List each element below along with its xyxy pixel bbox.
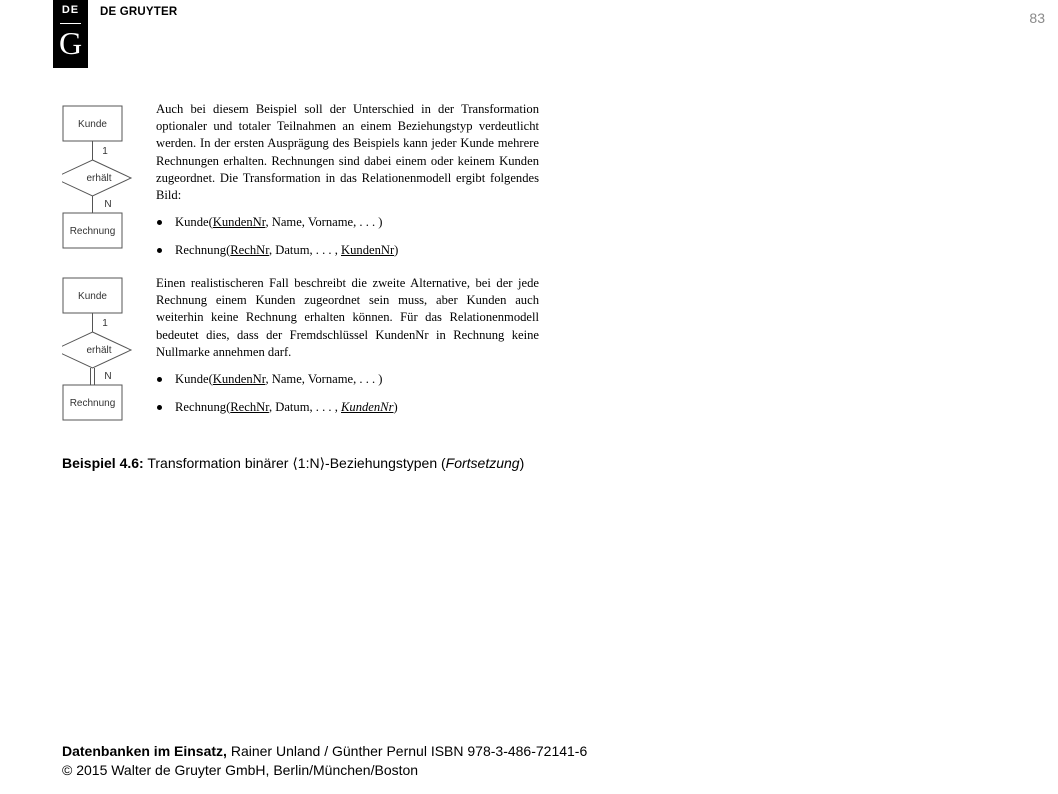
example1-text xyxy=(156,101,539,270)
caption-italic: Fortsetzung xyxy=(445,455,520,471)
publisher-name: DE GRUYTER xyxy=(100,6,178,18)
cardinality-bottom: N xyxy=(104,199,112,210)
relation-kunde: Kunde(KundenNr, Name, Vorname, . . . ) xyxy=(156,371,539,399)
copyright-line: © 2015 Walter de Gruyter GmbH, Berlin/München/Boston xyxy=(62,762,419,778)
relation-kunde: Kunde(KundenNr, Name, Vorname, . . . ) xyxy=(156,214,539,242)
cardinality-top: 1 xyxy=(102,146,108,157)
foreign-key: KundenNr xyxy=(341,243,395,258)
logo-divider xyxy=(60,23,81,24)
entity-rechnung-label: Rechnung xyxy=(69,226,116,237)
er-diagram-optional xyxy=(62,103,142,251)
example2-text xyxy=(156,275,539,427)
citation-line xyxy=(62,742,587,761)
entity-kunde-label: Kunde xyxy=(78,119,107,130)
caption-label: Beispiel 4.6: xyxy=(62,455,144,471)
primary-key: KundenNr xyxy=(212,215,266,230)
primary-key: RechNr xyxy=(230,400,269,415)
example1-relations xyxy=(156,214,539,270)
logo-top-text: DE xyxy=(61,4,80,16)
caption-text: Transformation binärer ⟨1:N⟩-Beziehungstypen ( xyxy=(143,455,446,471)
figure-caption xyxy=(62,455,524,472)
example1-paragraph: Auch bei diesem Beispiel soll der Unterschied in der Transformation optionaler und totaler Teilnahmen an einem Beziehungstyp verdeutlicht werden. In der ersten Ausprägung des Beispiels kann jeder Kunde mehrere Rechnungen erhalten. Rechnungen sind dabei einem oder keinem Kunden zugeordnet. Die Transformation in das Relationenmodell ergibt folgendes Bild: xyxy=(156,102,539,203)
er-diagram-total xyxy=(62,275,142,423)
example2-relations xyxy=(156,371,539,427)
example2-paragraph: Einen realistischeren Fall beschreibt die zweite Alternative, bei der jede Rechnung einem Kunden zugeordnet sein muss, aber Kunden auch weiterhin keine Rechnung erhalten können. Für das Relationenmodell bedeutet dies, dass der Fremdschlüssel KundenNr in Rechnung keine Nullmarke annehmen darf. xyxy=(156,276,539,359)
foreign-key-not-null: KundenNr xyxy=(341,400,394,415)
citation-footer xyxy=(62,742,587,780)
book-authors-isbn: Rainer Unland / Günther Pernul ISBN 978-3-486-72141-6 xyxy=(226,743,588,759)
primary-key: KundenNr xyxy=(212,372,266,387)
cardinality-top: 1 xyxy=(102,318,108,329)
primary-key: RechNr xyxy=(230,243,269,258)
entity-rechnung-label: Rechnung xyxy=(69,398,116,409)
book-title: Datenbanken im Einsatz, xyxy=(62,743,227,759)
relation-rechnung: Rechnung(RechNr, Datum, . . . , KundenNr) xyxy=(156,242,539,270)
relation-rechnung: Rechnung(RechNr, Datum, . . . , KundenNr) xyxy=(156,399,539,427)
publisher-logo xyxy=(53,0,88,68)
relationship-label: erhält xyxy=(86,173,112,184)
relationship-label: erhält xyxy=(86,345,112,356)
entity-kunde-label: Kunde xyxy=(78,291,107,302)
logo-bottom-text: G xyxy=(58,25,83,61)
page-number: 83 xyxy=(1029,10,1045,26)
cardinality-bottom: N xyxy=(104,371,112,382)
caption-close: ) xyxy=(519,455,525,471)
